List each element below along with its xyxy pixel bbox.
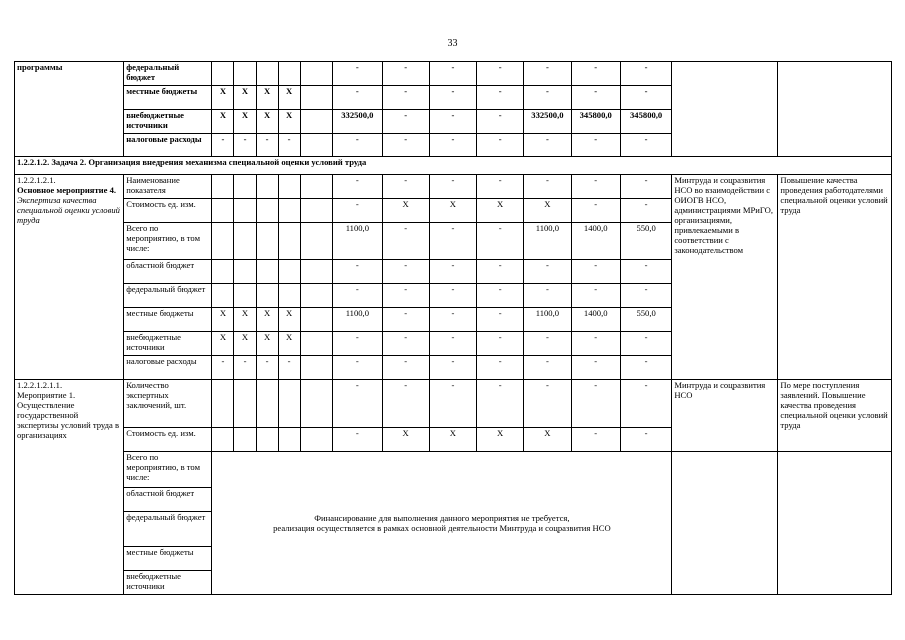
marker-cell <box>278 62 300 86</box>
marker-cell <box>234 199 256 223</box>
event-title: Основное мероприятие 4. <box>17 185 117 195</box>
value-cell: X <box>382 199 429 223</box>
row-label: внебюджетные источники <box>124 571 212 595</box>
marker-cell: X <box>212 86 234 110</box>
executor-cell: Минтруда и соцразвития НСО во взаимодействии с ОИОГВ НСО, администрациями МРиГО, организациями, привлекаемыми в соответствии с законодательством <box>672 175 778 380</box>
marker-cell <box>212 260 234 284</box>
value-cell: - <box>620 380 671 428</box>
value-cell: - <box>524 260 571 284</box>
marker-cell: X <box>234 308 256 332</box>
value-cell: - <box>333 134 382 157</box>
marker-cell <box>212 284 234 308</box>
value-cell: - <box>382 134 429 157</box>
value-cell: - <box>620 356 671 380</box>
value-cell: - <box>382 260 429 284</box>
marker-cell: X <box>256 332 278 356</box>
value-cell: - <box>524 62 571 86</box>
value-cell: X <box>382 428 429 452</box>
table-row <box>15 452 892 488</box>
value-cell: - <box>333 284 382 308</box>
source-label: местные бюджеты <box>124 86 212 110</box>
value-cell: 1400,0 <box>571 223 620 260</box>
value-cell: - <box>429 134 476 157</box>
program-table <box>14 61 892 595</box>
value-cell: - <box>382 284 429 308</box>
event-subtitle: Экспертиза качества специальной оценки условий труда <box>17 195 120 225</box>
value-cell: - <box>382 223 429 260</box>
result-cell <box>778 62 892 157</box>
value-cell: - <box>382 332 429 356</box>
value-cell: - <box>571 134 620 157</box>
result-cell <box>778 452 892 595</box>
event-description: Осуществление государственной экспертизы условий труда в организациях <box>17 400 120 440</box>
value-cell: - <box>477 260 524 284</box>
value-cell: 332500,0 <box>524 110 571 134</box>
value-cell: X <box>477 199 524 223</box>
value-cell: - <box>524 356 571 380</box>
empty-cell <box>300 223 333 260</box>
empty-cell <box>300 428 333 452</box>
value-cell: - <box>571 86 620 110</box>
empty-cell <box>300 380 333 428</box>
marker-cell: - <box>234 134 256 157</box>
value-cell: - <box>429 110 476 134</box>
empty-cell <box>300 86 333 110</box>
marker-cell <box>212 428 234 452</box>
table-row <box>15 175 892 199</box>
row-label: Всего по мероприятию, в том числе: <box>124 223 212 260</box>
empty-cell <box>300 260 333 284</box>
source-label: федеральный бюджет <box>124 62 212 86</box>
value-cell: X <box>429 428 476 452</box>
value-cell: - <box>429 260 476 284</box>
value-cell: - <box>571 199 620 223</box>
marker-cell <box>234 284 256 308</box>
value-cell: - <box>524 284 571 308</box>
value-cell: - <box>620 284 671 308</box>
value-cell: - <box>571 332 620 356</box>
marker-cell <box>256 175 278 199</box>
value-cell: 1400,0 <box>571 308 620 332</box>
marker-cell <box>234 62 256 86</box>
marker-cell: - <box>278 356 300 380</box>
table-row <box>15 62 892 86</box>
marker-cell: - <box>212 356 234 380</box>
table-row <box>15 157 892 175</box>
value-cell: - <box>620 86 671 110</box>
value-cell: - <box>333 199 382 223</box>
marker-cell <box>212 199 234 223</box>
value-cell: - <box>333 175 382 199</box>
row-label: областной бюджет <box>124 488 212 512</box>
value-cell: 1100,0 <box>524 223 571 260</box>
empty-cell <box>300 199 333 223</box>
financing-note-line: Финансирование для выполнения данного мероприятия не требуется, <box>314 513 570 523</box>
value-cell: - <box>429 332 476 356</box>
value-cell: - <box>333 86 382 110</box>
value-cell: - <box>620 134 671 157</box>
value-cell: - <box>571 356 620 380</box>
section-label: программы <box>17 62 63 72</box>
value-cell: X <box>477 428 524 452</box>
marker-cell <box>278 260 300 284</box>
row-label: областной бюджет <box>124 260 212 284</box>
value-cell: - <box>382 356 429 380</box>
value-cell: - <box>477 175 524 199</box>
value-cell: - <box>477 380 524 428</box>
marker-cell: X <box>278 332 300 356</box>
value-cell: - <box>382 380 429 428</box>
result-cell: Повышение качества проведения работодателями специальной оценки условий труда <box>778 175 892 380</box>
marker-cell: X <box>256 86 278 110</box>
row-label: внебюджетные источники <box>124 332 212 356</box>
result-cell: По мере поступления заявлений. Повышение качества проведения специальной оценки условий труда <box>778 380 892 452</box>
empty-cell <box>300 308 333 332</box>
event-code: 1.2.2.1.2.1.1. <box>17 380 63 390</box>
marker-cell <box>212 223 234 260</box>
value-cell: - <box>477 223 524 260</box>
source-label: внебюджетные источники <box>124 110 212 134</box>
row-label: местные бюджеты <box>124 547 212 571</box>
row-label: Стоимость ед. изм. <box>124 428 212 452</box>
marker-cell <box>234 380 256 428</box>
value-cell: X <box>429 199 476 223</box>
marker-cell <box>278 199 300 223</box>
marker-cell <box>256 199 278 223</box>
value-cell: - <box>524 86 571 110</box>
value-cell: - <box>382 86 429 110</box>
value-cell: - <box>333 62 382 86</box>
empty-cell <box>300 284 333 308</box>
section-label-cell <box>15 62 124 157</box>
executor-cell <box>672 62 778 157</box>
table-row <box>15 380 892 428</box>
table-body <box>15 62 892 595</box>
value-cell: X <box>524 428 571 452</box>
value-cell: - <box>524 134 571 157</box>
page-number: 33 <box>447 38 458 49</box>
empty-cell <box>300 62 333 86</box>
value-cell: - <box>571 260 620 284</box>
row-label: Всего по мероприятию, в том числе: <box>124 452 212 488</box>
value-cell: - <box>429 284 476 308</box>
marker-cell: X <box>278 110 300 134</box>
value-cell: - <box>477 86 524 110</box>
value-cell: X <box>524 199 571 223</box>
value-cell: 332500,0 <box>333 110 382 134</box>
value-cell: - <box>524 175 571 199</box>
marker-cell <box>234 175 256 199</box>
value-cell: 1100,0 <box>333 308 382 332</box>
marker-cell <box>278 175 300 199</box>
empty-cell <box>300 110 333 134</box>
marker-cell <box>256 260 278 284</box>
value-cell: - <box>333 380 382 428</box>
marker-cell: X <box>234 86 256 110</box>
value-cell: - <box>382 62 429 86</box>
event-title: Мероприятие 1. <box>17 390 76 400</box>
event-title-cell <box>15 175 124 380</box>
marker-cell <box>256 428 278 452</box>
row-label: федеральный бюджет <box>124 512 212 547</box>
marker-cell: - <box>212 134 234 157</box>
value-cell: - <box>477 332 524 356</box>
marker-cell: X <box>256 308 278 332</box>
marker-cell <box>212 380 234 428</box>
value-cell: - <box>524 380 571 428</box>
value-cell: - <box>571 428 620 452</box>
empty-cell <box>300 175 333 199</box>
value-cell: - <box>571 284 620 308</box>
value-cell: - <box>429 380 476 428</box>
marker-cell <box>278 380 300 428</box>
value-cell: 345800,0 <box>571 110 620 134</box>
marker-cell <box>256 223 278 260</box>
marker-cell <box>234 428 256 452</box>
value-cell: - <box>333 428 382 452</box>
marker-cell: - <box>278 134 300 157</box>
marker-cell: X <box>212 332 234 356</box>
value-cell: - <box>382 308 429 332</box>
empty-cell <box>300 134 333 157</box>
value-cell: - <box>333 356 382 380</box>
value-cell: - <box>333 332 382 356</box>
marker-cell <box>278 428 300 452</box>
value-cell: - <box>620 428 671 452</box>
event-code: 1.2.2.1.2.1. <box>17 175 56 185</box>
value-cell: - <box>429 356 476 380</box>
marker-cell <box>256 62 278 86</box>
marker-cell: X <box>234 332 256 356</box>
value-cell: - <box>382 110 429 134</box>
marker-cell: X <box>212 308 234 332</box>
marker-cell: X <box>256 110 278 134</box>
marker-cell <box>212 62 234 86</box>
value-cell: - <box>571 62 620 86</box>
marker-cell <box>256 380 278 428</box>
marker-cell: - <box>234 356 256 380</box>
value-cell: - <box>477 284 524 308</box>
event-title-cell <box>15 380 124 595</box>
value-cell: 345800,0 <box>620 110 671 134</box>
value-cell: - <box>429 223 476 260</box>
value-cell: - <box>620 332 671 356</box>
value-cell: - <box>620 62 671 86</box>
value-cell: - <box>429 175 476 199</box>
marker-cell: X <box>234 110 256 134</box>
value-cell: - <box>620 175 671 199</box>
value-cell: - <box>382 175 429 199</box>
value-cell: - <box>429 62 476 86</box>
marker-cell: - <box>256 134 278 157</box>
value-cell: - <box>429 308 476 332</box>
financing-note <box>212 452 672 595</box>
value-cell: - <box>477 356 524 380</box>
marker-cell <box>256 284 278 308</box>
marker-cell <box>234 223 256 260</box>
marker-cell: X <box>278 308 300 332</box>
marker-cell <box>278 284 300 308</box>
value-cell: 550,0 <box>620 308 671 332</box>
marker-cell <box>234 260 256 284</box>
marker-cell <box>278 223 300 260</box>
marker-cell: X <box>212 110 234 134</box>
value-cell: - <box>620 199 671 223</box>
value-cell: - <box>477 308 524 332</box>
executor-cell: Минтруда и соцразвития НСО <box>672 380 778 452</box>
value-cell: - <box>524 332 571 356</box>
value-cell: - <box>429 86 476 110</box>
value-cell: - <box>571 175 620 199</box>
row-label: федеральный бюджет <box>124 284 212 308</box>
value-cell: - <box>571 380 620 428</box>
value-cell: - <box>477 62 524 86</box>
empty-cell <box>300 356 333 380</box>
value-cell: 1100,0 <box>333 223 382 260</box>
row-label: налоговые расходы <box>124 356 212 380</box>
marker-cell: X <box>278 86 300 110</box>
marker-cell: - <box>256 356 278 380</box>
financing-note-line: реализация осуществляется в рамках основной деятельности Минтруда и соцразвития НСО <box>273 523 611 533</box>
marker-cell <box>212 175 234 199</box>
value-cell: 550,0 <box>620 223 671 260</box>
empty-cell <box>300 332 333 356</box>
row-label: Стоимость ед. изм. <box>124 199 212 223</box>
row-label: местные бюджеты <box>124 308 212 332</box>
value-cell: - <box>333 260 382 284</box>
executor-cell <box>672 452 778 595</box>
value-cell: - <box>477 110 524 134</box>
row-label: Наименование показателя <box>124 175 212 199</box>
value-cell: - <box>477 134 524 157</box>
row-label: Количество экспертных заключений, шт. <box>124 380 212 428</box>
value-cell: 1100,0 <box>524 308 571 332</box>
task-title: 1.2.2.1.2. Задача 2. Организация внедрения механизма специальной оценки условий труда <box>15 157 892 175</box>
source-label: налоговые расходы <box>124 134 212 157</box>
value-cell: - <box>620 260 671 284</box>
